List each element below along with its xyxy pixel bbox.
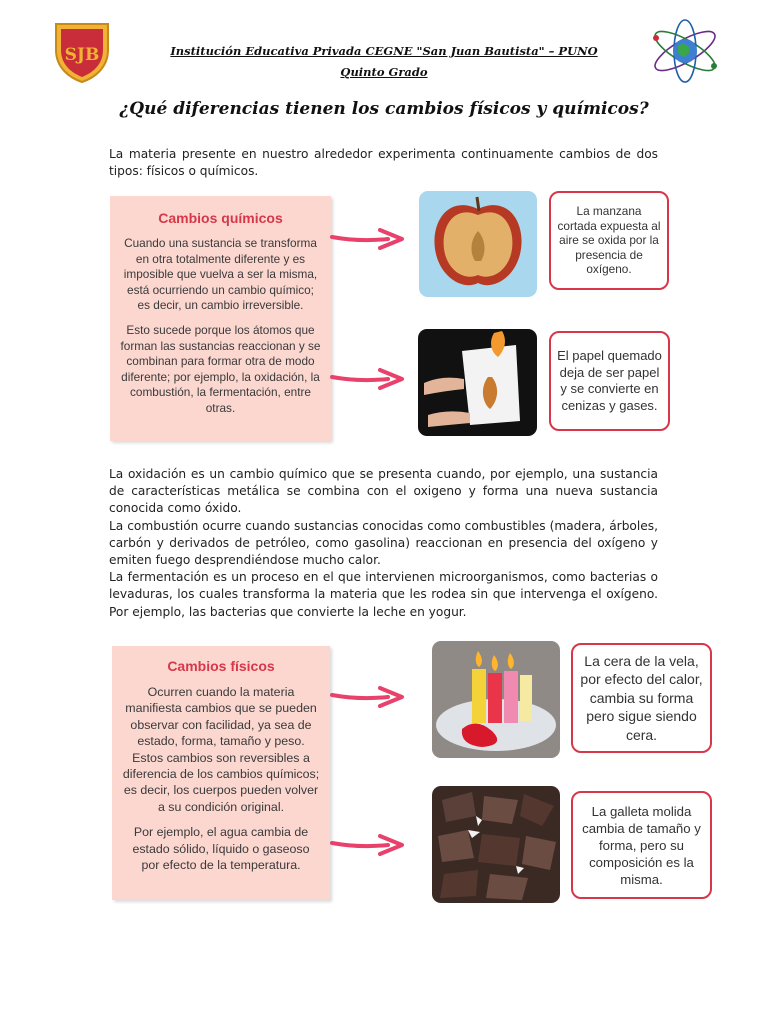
intro-paragraph	[109, 146, 658, 180]
candle-caption-callout	[571, 643, 712, 753]
explanations-block	[109, 466, 658, 621]
chemical-paragraph-1: Cuando una sustancia se transforma en otra totalmente diferente y es imposible que vuelva a ser la misma, está ocurriendo un cambio químico; es decir, un cambio irreversible.	[123, 236, 318, 313]
cookie-caption-callout	[571, 791, 712, 899]
chemical-changes-box	[110, 196, 331, 441]
physical-heading: Cambios físicos	[167, 658, 275, 674]
arrow-right-icon	[330, 834, 406, 856]
grade-label: Quinto Grado	[340, 65, 428, 79]
school-shield-logo	[52, 20, 112, 84]
atom-globe-icon	[648, 18, 722, 84]
apple-caption: La manzana cortada expuesta al aire se oxida por la presencia de oxígeno.	[557, 204, 661, 277]
physical-paragraph-2: Por ejemplo, el agua cambia de estado sólido, líquido o gaseoso por efecto de la temperatura.	[132, 825, 310, 873]
apple-caption-callout	[549, 191, 669, 290]
chemical-paragraph-2: Esto sucede porque los átomos que forman las sustancias reaccionan y se combinan para formar otra de modo diferente; por ejemplo, la oxidación, la combustión, la fermentación, entre otras.	[120, 322, 321, 415]
burning-paper-image	[418, 329, 537, 436]
physical-changes-box	[112, 646, 330, 900]
arrow-right-icon	[330, 686, 406, 708]
cookie-caption: La galleta molida cambia de tamaño y forma, pero su composición es la misma.	[582, 803, 701, 887]
crushed-cookies-image	[432, 786, 560, 903]
intro-text: La materia presente en nuestro alrededor experimenta continuamente cambios de dos tipos: físicos o químicos.	[109, 147, 658, 179]
shield-monogram: SJB	[64, 45, 100, 65]
arrow-right-icon	[330, 228, 406, 250]
chemical-heading: Cambios químicos	[158, 210, 283, 226]
combustion-paragraph: La combustión ocurre cuando sustancias conocidas como combustibles (madera, árboles, carbón y derivados de petróleo, como gasolina) reaccionan en presencia del oxígeno y emiten fuego desprendiéndose mucho calor.	[109, 518, 658, 568]
melting-candles-image	[432, 641, 560, 758]
physical-paragraph-1: Ocurren cuando la materia manifiesta cambios que se pueden observar con facilidad, ya sea de estado, forma, tamaño y peso. Estos cambios son reversibles a diferencia de los cambios químicos; es decir, los cuerpos pueden volver a su condición original.	[122, 685, 320, 814]
paper-caption-callout	[549, 331, 670, 431]
school-name: Institución Educativa Privada CEGNE "San Juan Bautista" – PUNO	[170, 44, 598, 58]
oxidation-paragraph: La oxidación es un cambio químico que se presenta cuando, por ejemplo, una sustancia de características metálica se combina con el oxigeno y forma una nueva sustancia conocida como óxido.	[109, 467, 658, 516]
page-title: ¿Qué diferencias tienen los cambios físicos y químicos?	[119, 99, 649, 119]
fermentation-paragraph: La fermentación es un proceso en el que intervienen microorganismos, como bacterias o levaduras, los cuales transforma la materia que les rodea sin que intervenga el oxígeno. Por ejemplo, las bacterias que convierte la leche en yogur.	[109, 570, 658, 619]
oxidized-apple-image	[419, 191, 537, 297]
candle-caption: La cera de la vela, por efecto del calor, cambia su forma pero sigue siendo cera.	[580, 652, 703, 743]
arrow-right-icon	[330, 368, 406, 390]
paper-caption: El papel quemado deja de ser papel y se convierte en cenizas y gases.	[557, 348, 662, 413]
